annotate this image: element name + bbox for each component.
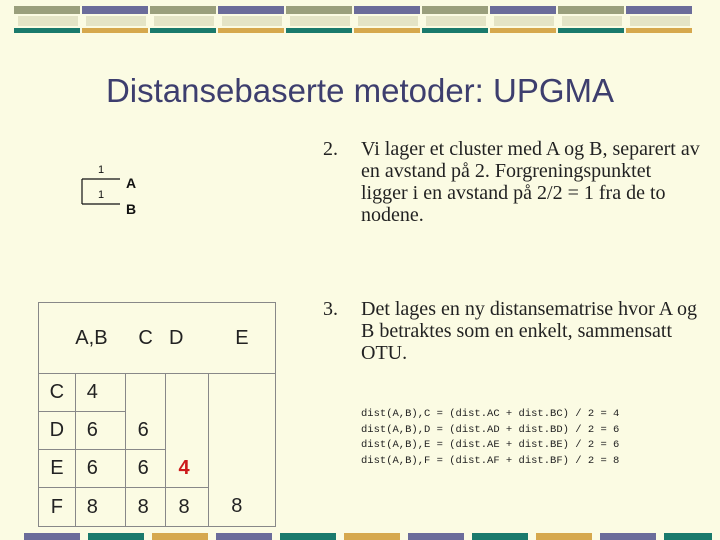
matrix-cell: 8 — [209, 488, 276, 527]
matrix-row-label: D — [39, 412, 76, 450]
top-box-2 — [86, 16, 146, 26]
distance-formulas — [361, 407, 619, 469]
matrix-cell-highlighted: 4 — [166, 450, 209, 488]
top-stripe-teal-4 — [422, 28, 488, 33]
matrix-corner — [39, 303, 76, 374]
top-stripe-teal-1 — [14, 28, 80, 33]
top-box-5 — [290, 16, 350, 26]
top-box-7 — [426, 16, 486, 26]
top-stripe-gold-1 — [82, 28, 148, 33]
bottom-stripe-gold-2 — [344, 533, 400, 540]
top-box-1 — [18, 16, 78, 26]
matrix-cell — [125, 374, 166, 412]
matrix-cell: 8 — [166, 488, 209, 527]
top-stripe-teal-2 — [150, 28, 216, 33]
matrix-row-label: F — [39, 488, 76, 527]
matrix-cell: 6 — [75, 412, 125, 450]
matrix-header-cell: C — [125, 303, 166, 374]
matrix-row — [39, 450, 276, 488]
bottom-stripe-gold-1 — [152, 533, 208, 540]
top-stripe-gold-5 — [626, 28, 692, 33]
top-stripe-navy-1 — [82, 6, 148, 14]
matrix-cell: 8 — [75, 488, 125, 527]
top-box-3 — [154, 16, 214, 26]
matrix-header-cell: E — [209, 303, 276, 374]
list-item-number: 3. — [323, 298, 338, 320]
matrix-cell: 6 — [125, 450, 166, 488]
matrix-cell — [209, 412, 276, 450]
matrix-cell: 6 — [75, 450, 125, 488]
bottom-stripe-teal-4 — [664, 533, 712, 540]
bottom-stripe-teal-3 — [472, 533, 528, 540]
formula-line: dist(A,B),F = (dist.AF + dist.BF) / 2 = 8 — [361, 454, 620, 467]
matrix-header-row — [39, 303, 276, 374]
top-stripe-olive-2 — [150, 6, 216, 14]
bottom-stripe-navy-4 — [600, 533, 656, 540]
list-item-text: Vi lager et cluster med A og B, separert av en avstand på 2. Forgreningspunktet ligger i en avstand på 2/2 = 1 fra de to nodene. — [361, 138, 700, 226]
top-decoration-band — [0, 6, 720, 34]
top-stripe-olive-3 — [286, 6, 352, 14]
top-box-9 — [562, 16, 622, 26]
list-item-number: 2. — [323, 138, 338, 160]
formula-line: dist(A,B),D = (dist.AD + dist.BD) / 2 = 6 — [361, 423, 620, 436]
top-stripe-navy-5 — [626, 6, 692, 14]
matrix-row — [39, 412, 276, 450]
tree-branch-bottom-length: 1 — [98, 189, 105, 201]
top-stripe-navy-3 — [354, 6, 420, 14]
bottom-stripe-navy-1 — [24, 533, 80, 540]
top-stripe-gold-2 — [218, 28, 284, 33]
matrix-cell — [209, 374, 276, 412]
tree-leaf-b: B — [126, 201, 137, 217]
top-stripe-olive-1 — [14, 6, 80, 14]
bottom-decoration-band — [0, 533, 720, 540]
matrix-cell — [166, 412, 209, 450]
slide-title: Distansebaserte metoder: UPGMA — [105, 72, 615, 109]
top-stripe-gold-3 — [354, 28, 420, 33]
top-stripe-olive-5 — [558, 6, 624, 14]
formula-line: dist(A,B),E = (dist.AE + dist.BE) / 2 = 6 — [361, 439, 620, 451]
matrix-header-cell: A,B — [75, 303, 125, 374]
bottom-stripe-navy-2 — [216, 533, 272, 540]
matrix-cell — [209, 450, 276, 488]
bottom-stripe-gold-3 — [536, 533, 592, 540]
top-stripe-navy-4 — [490, 6, 556, 14]
matrix-row-label: E — [39, 450, 76, 488]
bottom-stripe-navy-3 — [408, 533, 464, 540]
matrix-cell — [166, 374, 209, 412]
tree-leaf-a: A — [126, 175, 137, 191]
matrix-cell: 4 — [75, 374, 125, 412]
top-stripe-navy-2 — [218, 6, 284, 14]
top-box-10 — [630, 16, 690, 26]
bottom-stripe-teal-2 — [280, 533, 336, 540]
ab-cluster-tree — [78, 164, 168, 224]
matrix-row — [39, 488, 276, 527]
top-box-8 — [494, 16, 554, 26]
bottom-stripe-teal-1 — [88, 533, 144, 540]
tree-branch-top-length: 1 — [98, 164, 105, 176]
top-box-6 — [358, 16, 418, 26]
matrix-row — [39, 374, 276, 412]
matrix-cell: 8 — [125, 488, 166, 527]
distance-matrix — [38, 302, 276, 527]
top-box-4 — [222, 16, 282, 26]
tree-branches — [78, 164, 168, 224]
top-stripe-olive-4 — [422, 6, 488, 14]
matrix-row-label: C — [39, 374, 76, 412]
formula-line: dist(A,B),C = (dist.AC + dist.BC) / 2 = 4 — [361, 408, 620, 420]
top-stripe-teal-3 — [286, 28, 352, 33]
matrix-header-cell: D — [166, 303, 209, 374]
top-stripe-teal-5 — [558, 28, 624, 33]
top-stripe-gold-4 — [490, 28, 556, 33]
list-item-text: Det lages en ny distansematrise hvor A og B betraktes som en enkelt, sammensatt OTU. — [361, 298, 698, 364]
matrix-cell: 6 — [125, 412, 166, 450]
